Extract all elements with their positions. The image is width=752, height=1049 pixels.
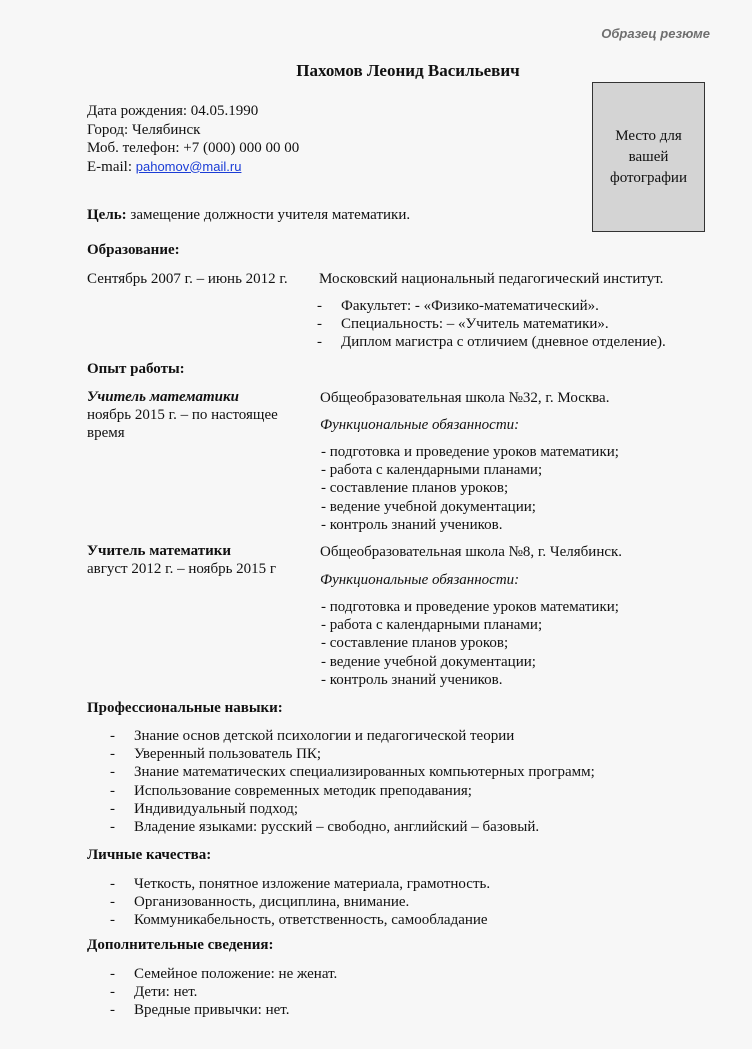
list-item: - Использование современных методик преподавания; (110, 782, 595, 800)
list-item: - контроль знаний учеников. (321, 671, 503, 688)
list-item: - Знание математических специализированных компьютерных программ; (110, 763, 595, 781)
list-item: - Организованность, дисциплина, внимание. (110, 893, 490, 911)
job-2-period: август 2012 г. – ноябрь 2015 г (87, 561, 277, 577)
additional-list (110, 965, 337, 1020)
list-item: - работа с календарными планами; (321, 462, 543, 479)
list-item: - составление планов уроков; (321, 480, 509, 497)
job-2-org: Общеобразовательная школа №8, г. Челябинск. (320, 544, 623, 560)
education-heading: Образование: (87, 242, 180, 258)
additional-heading: Дополнительные сведения: (87, 937, 274, 953)
list-item: - Факультет: - «Физико-математический». (317, 297, 666, 315)
education-period: Сентябрь 2007 г. – июнь 2012 г. (87, 271, 288, 287)
list-item: - Четкость, понятное изложение материала, грамотность. (110, 875, 490, 893)
job-2-title: Учитель математики (87, 543, 232, 559)
list-item: - Уверенный пользователь ПК; (110, 745, 595, 763)
skills-heading: Профессиональные навыки: (87, 700, 283, 716)
list-item: - Диплом магистра с отличием (дневное отделение). (317, 333, 666, 351)
job-1-left (87, 388, 309, 442)
job-1-period: ноябрь 2015 г. – по настоящее время (87, 407, 278, 441)
list-item: - Владение языками: русский – свободно, английский – базовый. (110, 818, 595, 836)
job-2-duties-label: Функциональные обязанности: (320, 572, 520, 588)
job-1-org: Общеобразовательная школа №32, г. Москва. (320, 390, 610, 406)
goal-label: Цель: (87, 207, 127, 223)
goal (87, 206, 410, 224)
list-item: - ведение учебной документации; (321, 498, 536, 515)
list-item: - Вредные привычки: нет. (110, 1001, 337, 1019)
goal-text: замещение должности учителя математики. (126, 207, 411, 223)
skills-list (110, 727, 595, 836)
resume-name: Пахомов Леонид Васильевич (296, 61, 520, 80)
city: Город: Челябинск (87, 121, 201, 138)
email-row (87, 158, 299, 177)
job-1-duties (321, 443, 619, 534)
list-item: - подготовка и проведение уроков математики; (321, 599, 619, 615)
list-item: - контроль знаний учеников. (321, 516, 503, 533)
experience-heading: Опыт работы: (87, 361, 185, 377)
qualities-list (110, 875, 490, 930)
birth-date: Дата рождения: 04.05.1990 (87, 103, 259, 119)
list-item: - Коммуникабельность, ответственность, самообладание (110, 911, 490, 929)
watermark: Образец резюме (601, 26, 710, 41)
list-item: - Семейное положение: не женат. (110, 965, 337, 983)
list-item: - подготовка и проведение уроков математики; (321, 444, 619, 460)
job-2-left (87, 542, 309, 578)
education-list (317, 297, 666, 352)
phone: Моб. телефон: +7 (000) 000 00 00 (87, 140, 300, 156)
education-institution: Московский национальный педагогический институт. (319, 271, 664, 287)
list-item: - Дети: нет. (110, 983, 337, 1001)
contacts-block (87, 102, 299, 176)
list-item: - составление планов уроков; (321, 635, 509, 652)
email-link[interactable]: pahomov@mail.ru (135, 158, 242, 174)
photo-placeholder: Место для вашей фотографии (592, 82, 705, 232)
list-item: - Специальность: – «Учитель математики». (317, 315, 666, 333)
list-item: - работа с календарными планами; (321, 617, 543, 634)
job-1-duties-label: Функциональные обязанности: (320, 417, 520, 433)
list-item: - Знание основ детской психологии и педагогической теории (110, 727, 595, 745)
qualities-heading: Личные качества: (87, 847, 212, 863)
email-label: E-mail: (87, 158, 136, 175)
list-item: - Индивидуальный подход; (110, 800, 595, 818)
list-item: - ведение учебной документации; (321, 653, 536, 670)
job-1-title: Учитель математики (87, 389, 239, 405)
job-2-duties (321, 598, 619, 689)
